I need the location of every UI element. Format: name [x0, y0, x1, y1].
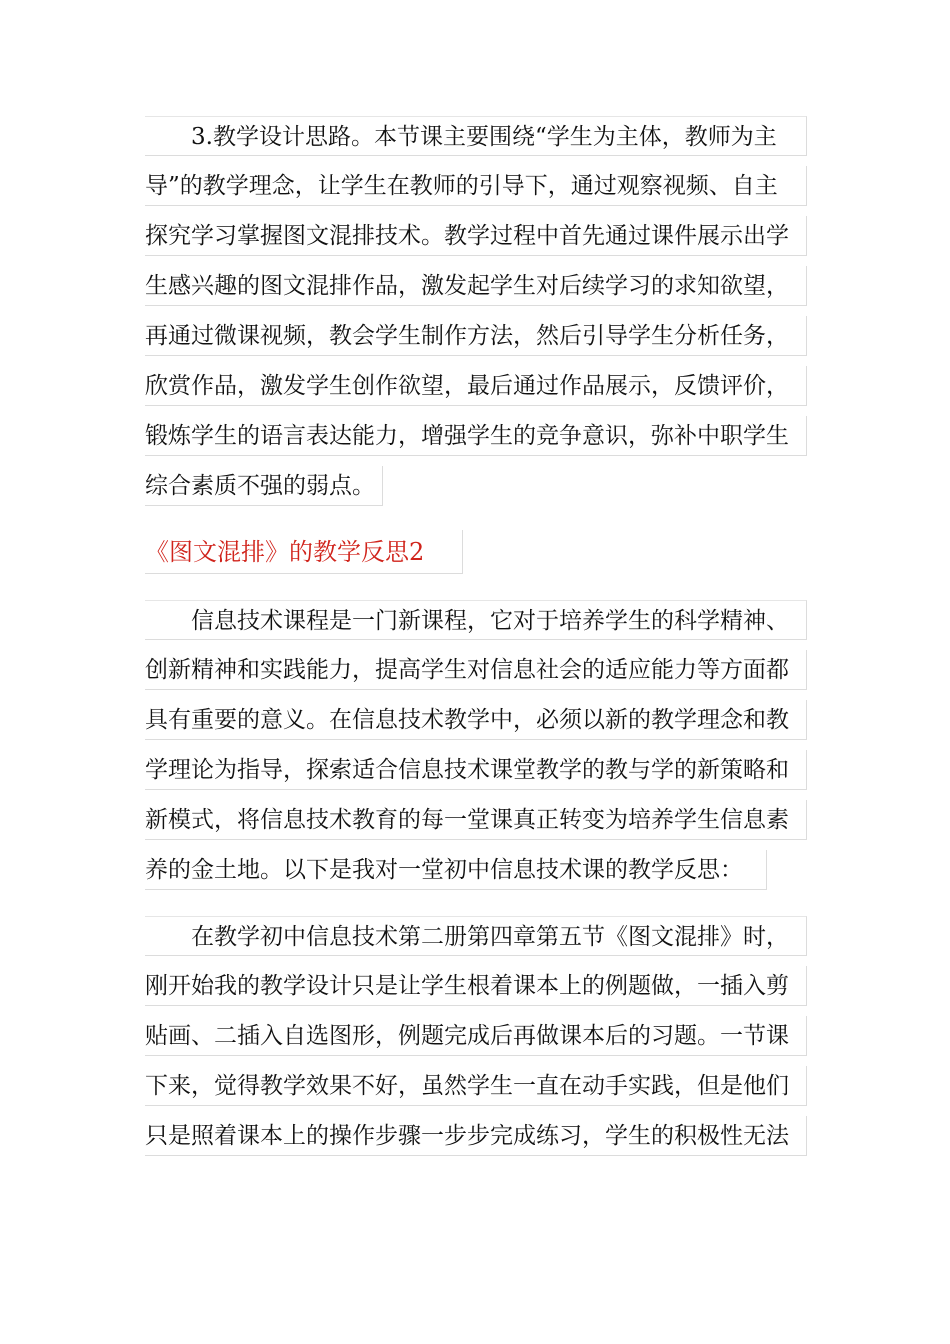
paragraph-line: 只是照着课本上的操作步骤一步步完成练习，学生的积极性无法 [145, 1116, 807, 1156]
paragraph-line: 导”的教学理念，让学生在教师的引导下，通过观察视频、自主 [145, 166, 807, 206]
paragraph-line: 养的金土地。以下是我对一堂初中信息技术课的教学反思： [145, 850, 767, 890]
section-heading: 《图文混排》的教学反思2 [145, 530, 463, 574]
paragraph-line: 创新精神和实践能力，提高学生对信息社会的适应能力等方面都 [145, 650, 807, 690]
paragraph-line: 综合素质不强的弱点。 [145, 466, 383, 506]
paragraph-line: 生感兴趣的图文混排作品，激发起学生对后续学习的求知欲望， [145, 266, 807, 306]
paragraph-line: 贴画、二插入自选图形，例题完成后再做课本后的习题。一节课 [145, 1016, 807, 1056]
paragraph-line: 锻炼学生的语言表达能力，增强学生的竞争意识，弥补中职学生 [145, 416, 807, 456]
paragraph-line: 新模式，将信息技术教育的每一堂课真正转变为培养学生信息素 [145, 800, 807, 840]
paragraph-line: 3.教学设计思路。本节课主要围绕“学生为主体，教师为主 [145, 116, 807, 156]
paragraph-line: 再通过微课视频，教会学生制作方法，然后引导学生分析任务， [145, 316, 807, 356]
paragraph-line: 信息技术课程是一门新课程，它对于培养学生的科学精神、 [145, 600, 807, 640]
paragraph-line: 学理论为指导，探索适合信息技术课堂教学的教与学的新策略和 [145, 750, 807, 790]
paragraph-line: 下来，觉得教学效果不好，虽然学生一直在动手实践，但是他们 [145, 1066, 807, 1106]
paragraph-line: 在教学初中信息技术第二册第四章第五节《图文混排》时， [145, 916, 807, 956]
paragraph-line: 具有重要的意义。在信息技术教学中，必须以新的教学理念和教 [145, 700, 807, 740]
paragraph-line: 探究学习掌握图文混排技术。教学过程中首先通过课件展示出学 [145, 216, 807, 256]
paragraph-line: 刚开始我的教学设计只是让学生根着课本上的例题做，一插入剪 [145, 966, 807, 1006]
paragraph-line: 欣赏作品，激发学生创作欲望，最后通过作品展示，反馈评价， [145, 366, 807, 406]
